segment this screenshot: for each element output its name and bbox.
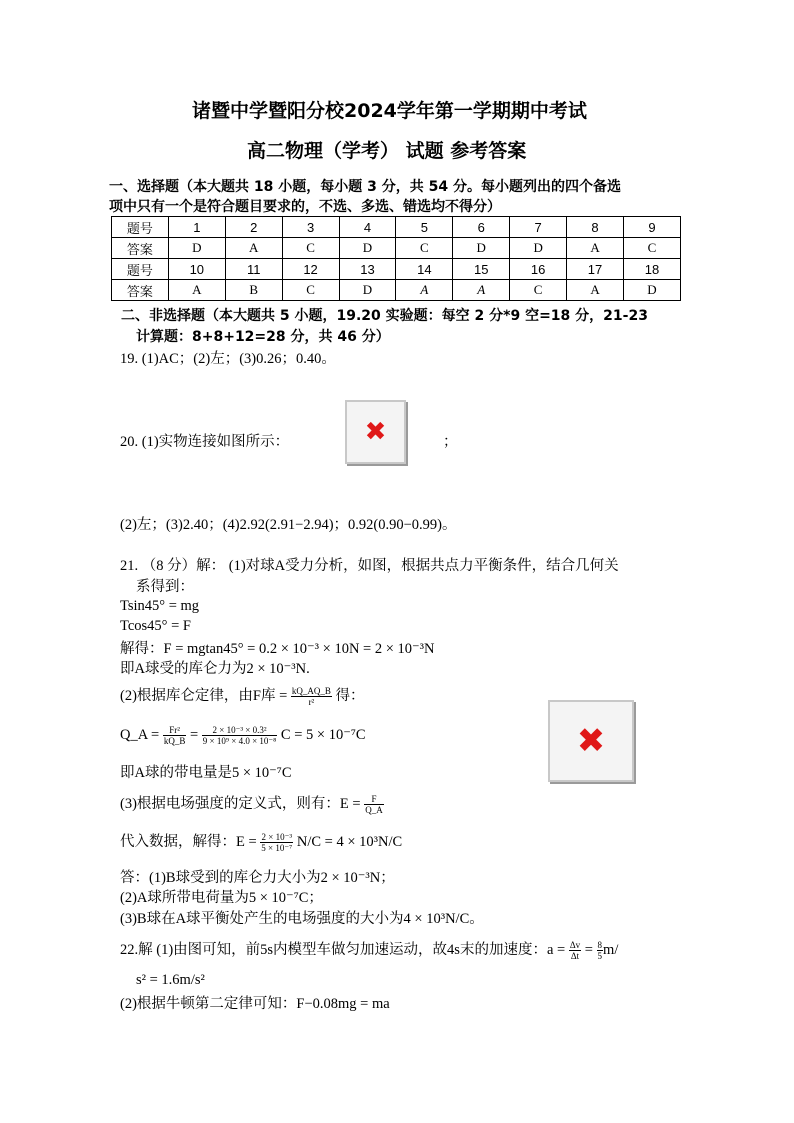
fraction-numerator: kQ_AQ_B bbox=[291, 686, 331, 697]
qa-fraction-2 bbox=[202, 725, 278, 746]
fraction-denominator: Δt bbox=[570, 951, 580, 962]
q20-semicolon: ； bbox=[443, 434, 458, 450]
equals-sign: = bbox=[584, 942, 593, 958]
table-cell: C bbox=[396, 238, 453, 259]
substitute-fraction bbox=[260, 832, 293, 853]
table-cell: A bbox=[396, 280, 453, 301]
fraction-numerator: 2 × 10⁻³ × 0.3² bbox=[202, 725, 278, 736]
circuit-image-placeholder bbox=[345, 400, 406, 464]
q21-eq2: Tcos45° = F bbox=[120, 618, 191, 634]
q21-substitute-line bbox=[120, 830, 402, 853]
table-cell: 10 bbox=[168, 259, 225, 280]
table-cell: A bbox=[567, 280, 624, 301]
section1-heading-line1: 一、选择题（本大题共 18 小题，每小题 3 分，共 54 分。每小题列出的四个备选 bbox=[109, 179, 621, 195]
fraction-numerator: 8 bbox=[597, 940, 603, 951]
table-cell: D bbox=[453, 238, 510, 259]
fraction-numerator: F bbox=[364, 794, 384, 805]
fraction-denominator: kQ_B bbox=[163, 736, 186, 746]
table-cell: A bbox=[168, 280, 225, 301]
table-row bbox=[112, 217, 681, 238]
table-cell: 3 bbox=[282, 217, 339, 238]
fraction-denominator: 5 bbox=[597, 951, 603, 962]
q21-eq1: Tsin45° = mg bbox=[120, 598, 200, 614]
q21-answer-2: (2)A球所带电荷量为5 × 10⁻⁷C； bbox=[120, 890, 323, 906]
table-cell: A bbox=[225, 238, 282, 259]
table-cell: 答案 bbox=[112, 238, 169, 259]
table-cell: 8 bbox=[567, 217, 624, 238]
table-cell: C bbox=[510, 280, 567, 301]
table-cell: D bbox=[168, 238, 225, 259]
fraction-numerator: 2 × 10⁻³ bbox=[261, 832, 293, 843]
section1-heading-line2: 项中只有一个是符合题目要求的，不选、多选、错选均不得分） bbox=[109, 199, 501, 215]
table-cell: A bbox=[567, 238, 624, 259]
substitute-result: N/C = 4 × 10³N/C bbox=[296, 834, 403, 850]
table-cell: 4 bbox=[339, 217, 396, 238]
q20-part1: 20. (1)实物连接如图所示： bbox=[120, 434, 290, 450]
q21-intro-line2: 系得到： bbox=[136, 579, 194, 595]
table-cell: 6 bbox=[453, 217, 510, 238]
q19-answer: 19. (1)AC；(2)左；(3)0.26；0.40。 bbox=[120, 351, 336, 367]
force-diagram-placeholder bbox=[548, 700, 634, 782]
table-cell: D bbox=[510, 238, 567, 259]
table-cell: 7 bbox=[510, 217, 567, 238]
accel-fraction-1 bbox=[569, 940, 581, 961]
q21-part3-line bbox=[120, 792, 384, 815]
fraction-denominator: 9 × 10⁹ × 4.0 × 10⁻⁸ bbox=[202, 736, 277, 746]
table-cell: 18 bbox=[623, 259, 680, 280]
unit-text: m/ bbox=[603, 942, 619, 958]
q21-charge-result: 即A球的带电量是5 × 10⁻⁷C bbox=[120, 765, 292, 781]
table-cell: 14 bbox=[396, 259, 453, 280]
table-row bbox=[112, 259, 681, 280]
table-row bbox=[112, 238, 681, 259]
q21-answer-1: 答：(1)B球受到的库仑力大小为2 × 10⁻³N； bbox=[120, 870, 395, 886]
table-cell: D bbox=[623, 280, 680, 301]
coulomb-fraction bbox=[291, 686, 332, 707]
q21-intro-line1: 21. （8 分）解： (1)对球A受力分析，如图，根据共点力平衡条件，结合几何关 bbox=[120, 558, 619, 574]
table-cell: 5 bbox=[396, 217, 453, 238]
q21-qa-line: Q_A = $\frac{\text{Fr²}}{kQ\_B}$ = $\frac{\text{2 × 10⁻³ × 0.3²}}{\text{9 × 10⁹ × 4.0 × 10⁻⁸}}$ C = 5 × 10⁻⁷C bbox=[120, 725, 366, 746]
q22-text: 22.解 (1)由图可知，前5s内模型车做匀加速运动，故4s末的加速度：a = bbox=[120, 942, 566, 958]
qa-fraction-1 bbox=[163, 725, 187, 746]
q21-part2-text: (2)根据库仑定律，由F库 = bbox=[120, 688, 288, 704]
page-subtitle: 高二物理（学考） 试题 参考答案 bbox=[247, 140, 527, 162]
section2-heading-line2: 计算题：8+8+12=28 分，共 46 分） bbox=[136, 329, 390, 345]
table-cell: 15 bbox=[453, 259, 510, 280]
fraction-denominator: r² bbox=[308, 697, 315, 708]
q22-line1 bbox=[120, 938, 618, 961]
table-cell: C bbox=[282, 238, 339, 259]
table-cell: 答案 bbox=[112, 280, 169, 301]
fraction-denominator: Q_A bbox=[365, 805, 383, 816]
table-cell: B bbox=[225, 280, 282, 301]
q21-coulomb-result: 即A球受的库仑力为2 × 10⁻³N. bbox=[120, 661, 310, 677]
answer-table bbox=[111, 216, 681, 301]
qa-lhs: Q_A = bbox=[120, 726, 160, 743]
field-fraction bbox=[364, 794, 384, 815]
table-cell: A bbox=[453, 280, 510, 301]
table-cell: 题号 bbox=[112, 259, 169, 280]
q21-solve: 解得：F = mgtan45° = 0.2 × 10⁻³ × 10N = 2 × 10⁻³N bbox=[120, 641, 435, 657]
q22-line2: s² = 1.6m/s² bbox=[136, 972, 205, 988]
table-cell: 16 bbox=[510, 259, 567, 280]
table-cell: 1 bbox=[168, 217, 225, 238]
table-cell: C bbox=[623, 238, 680, 259]
qa-rhs: C = 5 × 10⁻⁷C bbox=[280, 726, 366, 743]
q22-line3: (2)根据牛顿第二定律可知：F−0.08mg = ma bbox=[120, 996, 390, 1012]
q21-part2-line bbox=[120, 684, 365, 707]
table-cell: 2 bbox=[225, 217, 282, 238]
q20-part2: (2)左；(3)2.40；(4)2.92(2.91−2.94)；0.92(0.90−0.99)。 bbox=[120, 517, 457, 533]
substitute-text: 代入数据，解得：E = bbox=[120, 834, 257, 850]
table-cell: 题号 bbox=[112, 217, 169, 238]
q21-part3-text: (3)根据电场强度的定义式，则有：E = bbox=[120, 796, 361, 812]
table-cell: 9 bbox=[623, 217, 680, 238]
table-row bbox=[112, 280, 681, 301]
fraction-numerator: Fr² bbox=[163, 725, 187, 736]
table-cell: C bbox=[282, 280, 339, 301]
q21-answer-3: (3)B球在A球平衡处产生的电场强度的大小为4 × 10³N/C。 bbox=[120, 911, 484, 927]
table-cell: 13 bbox=[339, 259, 396, 280]
broken-image-icon: ✖ bbox=[576, 721, 606, 761]
page-title: 诸暨中学暨阳分校2024学年第一学期期中考试 bbox=[192, 100, 587, 122]
table-cell: 12 bbox=[282, 259, 339, 280]
fraction-numerator: Δv bbox=[569, 940, 581, 951]
table-cell: 17 bbox=[567, 259, 624, 280]
table-cell: D bbox=[339, 238, 396, 259]
table-cell: D bbox=[339, 280, 396, 301]
q21-part2-tail: 得： bbox=[335, 688, 365, 704]
broken-image-icon: ✖ bbox=[364, 417, 387, 447]
table-cell: 11 bbox=[225, 259, 282, 280]
fraction-denominator: 5 × 10⁻⁷ bbox=[261, 843, 293, 854]
section2-heading-line1: 二、非选择题（本大题共 5 小题，19.20 实验题：每空 2 分*9 空=18 分，21-23 bbox=[121, 308, 648, 324]
